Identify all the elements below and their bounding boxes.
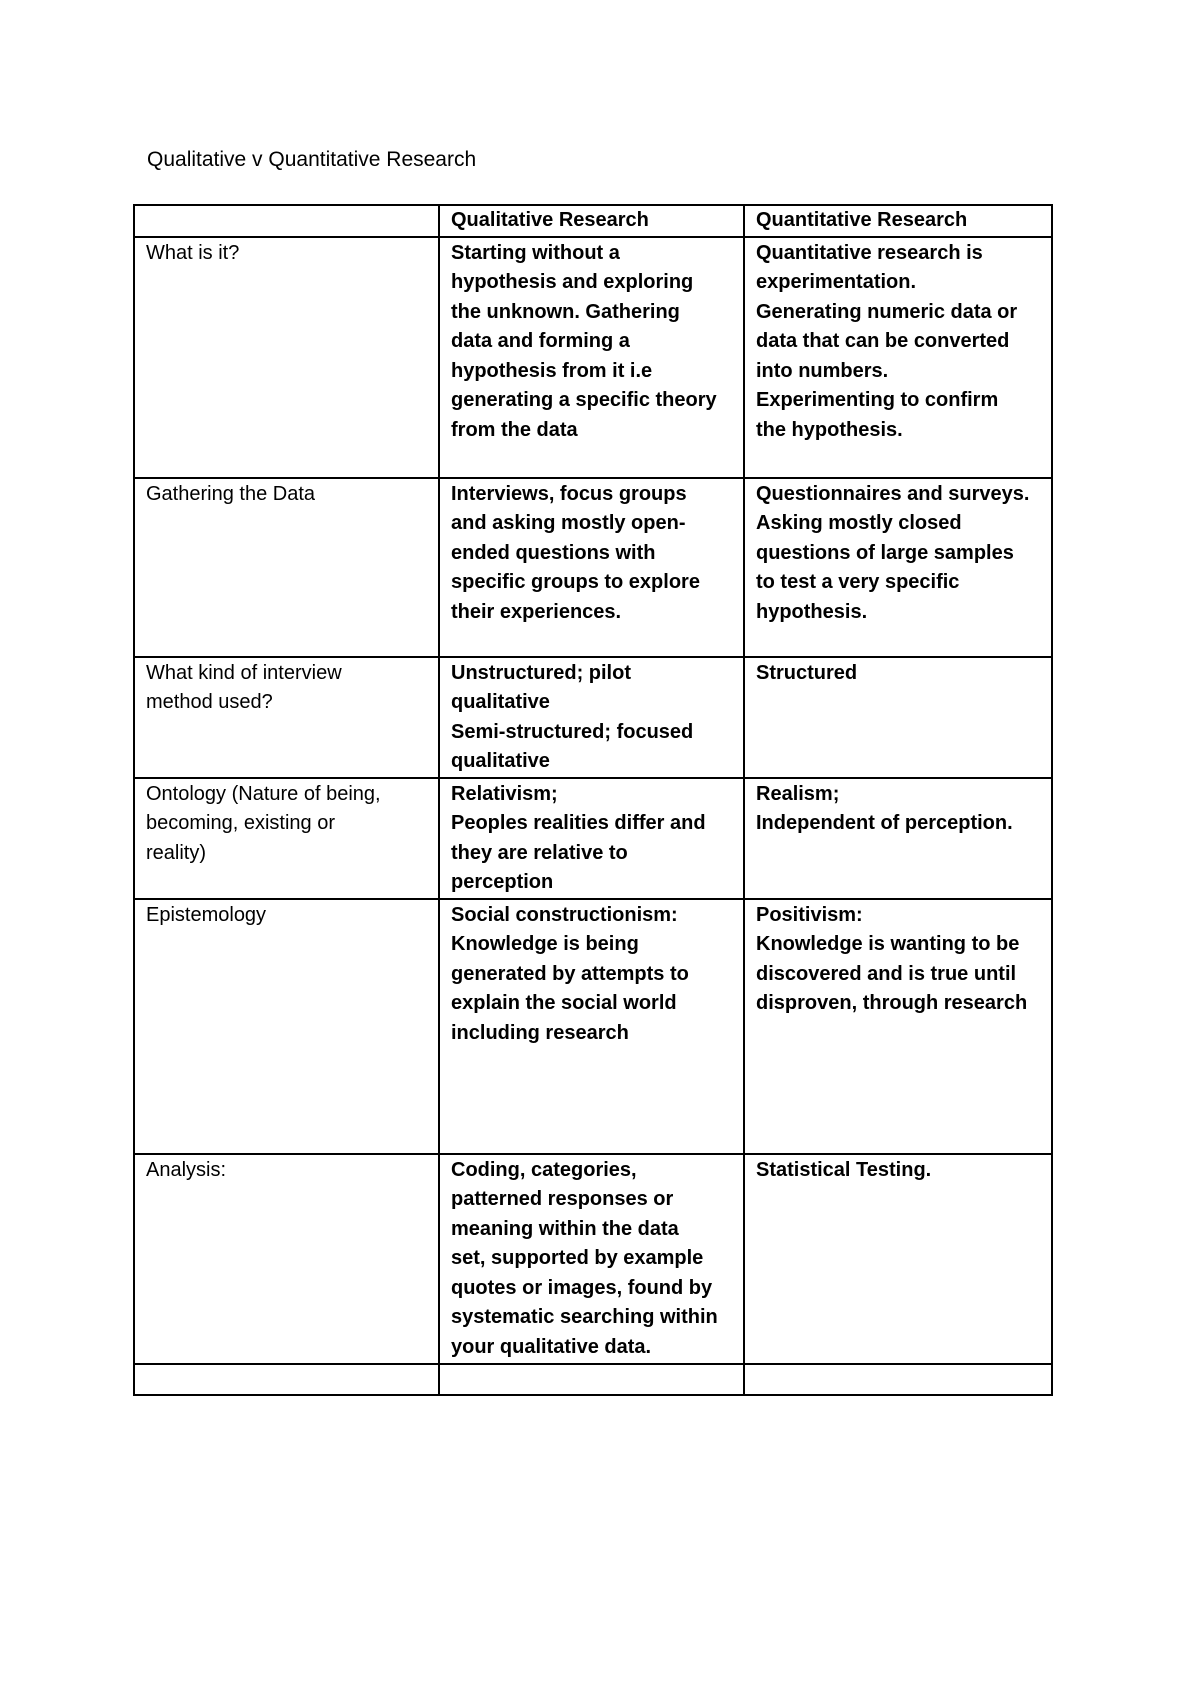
header-empty-cell [134,205,439,237]
quantitative-cell: Questionnaires and surveys. Asking mostly closed questions of large samples to test a very specific hypothesis. [744,478,1052,657]
row-label [134,1364,439,1395]
qualitative-cell: Coding, categories, patterned responses or meaning within the data set, supported by example quotes or images, found by systematic searching within your qualitative data. [439,1154,744,1364]
table-row [134,657,1052,778]
table-row [134,778,1052,899]
quantitative-cell [744,1364,1052,1395]
row-label: What kind of interview method used? [134,657,439,778]
row-label: Epistemology [134,899,439,1154]
table-row-empty [134,1364,1052,1395]
quantitative-cell: Realism; Independent of perception. [744,778,1052,899]
row-label: What is it? [134,237,439,478]
table-row [134,1154,1052,1364]
table-row [134,899,1052,1154]
table-row [134,478,1052,657]
qualitative-cell: Unstructured; pilot qualitative Semi-structured; focused qualitative [439,657,744,778]
table-row [134,237,1052,478]
quantitative-cell: Statistical Testing. [744,1154,1052,1364]
quantitative-cell: Quantitative research is experimentation. Generating numeric data or data that can be converted into numbers. Experimenting to confirm the hypothesis. [744,237,1052,478]
header-quantitative: Quantitative Research [744,205,1052,237]
quantitative-cell: Structured [744,657,1052,778]
qualitative-cell: Social constructionism: Knowledge is being generated by attempts to explain the social world including research [439,899,744,1154]
page-title: Qualitative v Quantitative Research [147,148,477,171]
row-label: Analysis: [134,1154,439,1364]
table-header-row [134,205,1052,237]
qualitative-cell: Interviews, focus groups and asking mostly open- ended questions with specific groups to explore their experiences. [439,478,744,657]
qualitative-cell [439,1364,744,1395]
quantitative-cell: Positivism: Knowledge is wanting to be discovered and is true until disproven, through research [744,899,1052,1154]
comparison-table [133,204,1053,1396]
row-label: Gathering the Data [134,478,439,657]
qualitative-cell: Relativism; Peoples realities differ and they are relative to perception [439,778,744,899]
header-qualitative: Qualitative Research [439,205,744,237]
qualitative-cell: Starting without a hypothesis and exploring the unknown. Gathering data and forming a hypothesis from it i.e generating a specific theory from the data [439,237,744,478]
row-label: Ontology (Nature of being, becoming, existing or reality) [134,778,439,899]
